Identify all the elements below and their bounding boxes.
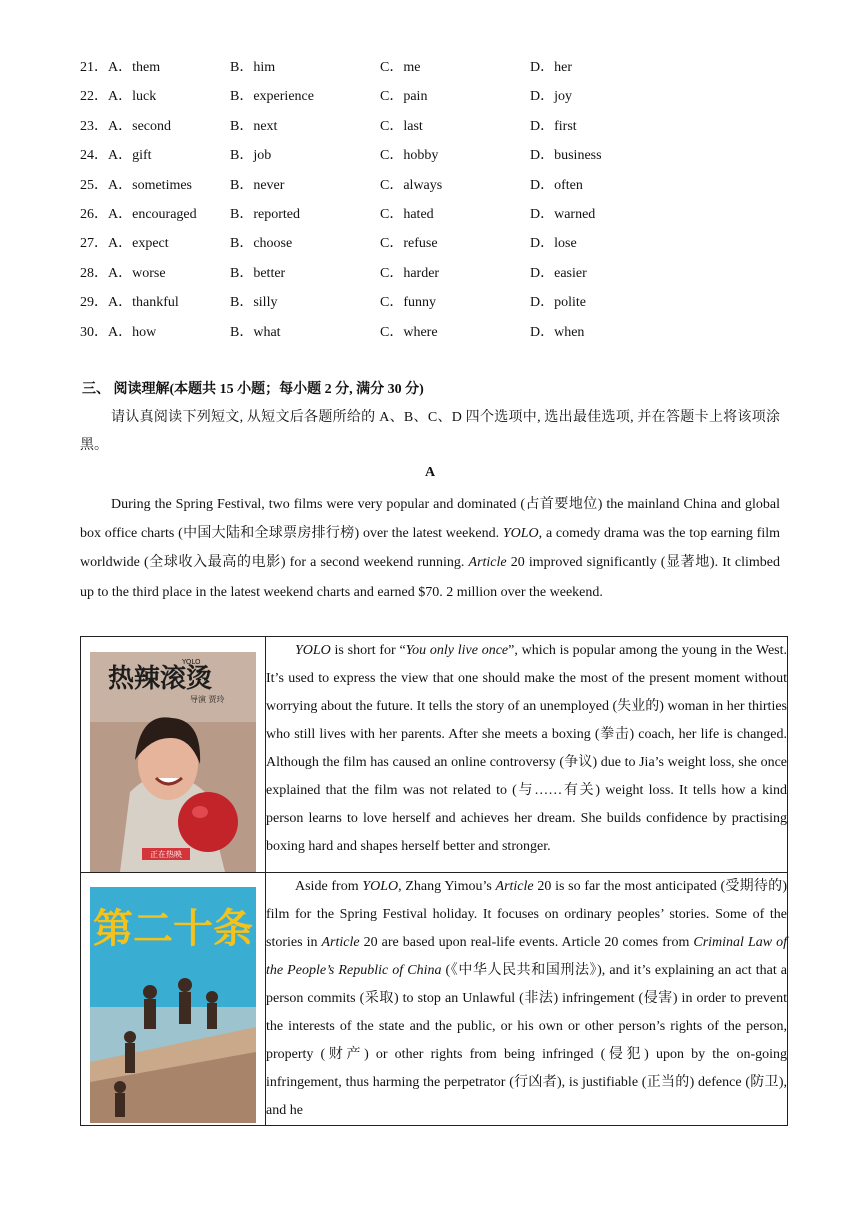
option-c: C．refuse bbox=[380, 236, 438, 252]
option-text: expect bbox=[132, 236, 169, 252]
section-title: 三、 阅读理解(本题共 15 小题；每小题 2 分, 满分 30 分) bbox=[82, 382, 424, 397]
passage-letter: A bbox=[424, 465, 436, 480]
option-text: encouraged bbox=[132, 207, 197, 222]
passage-intro: During the Spring Festival, two films were very popular and dominated (占首要地位) the mainland China and global box office charts (中国大陆和全球票房排行榜) over the latest weekend. YOLO, a comedy drama was the top earning film worldwide (全球收入最高的电影) for a second weekend running. Article 20 improved significantly (显著地). It climbed up to the third place in the latest weekend charts and earned $70. 2 million over the weekend. bbox=[80, 497, 781, 600]
option-d: D．often bbox=[530, 177, 583, 193]
option-b: B．better bbox=[230, 265, 286, 281]
option-a bbox=[80, 86, 156, 108]
yolo-poster-image bbox=[90, 652, 256, 872]
article20-description: Aside from YOLO, Zhang Yimou’s Article 20 is so far the most anticipated (受期待的) film for the Spring Festival holiday. It focuses on ordinary peoples’ stories. Some of the stories in Article 20 are based upon real-life events. Article 20 comes from Criminal Law of the People’s Republic of China (《中华人民共和国刑法》), and it’s explaining an act that a person commits (采取) to stop an Unlawful (非法) infringement (侵害) in order to prevent the interests of the state and the public, or his own or other person’s rights of the person, property (财产) or other rights from being infringed (侵犯) upon by the on-going infringement, thus harming the perpetrator (行凶者), is justifiable (正当的) defence (防卫), and he bbox=[266, 873, 788, 1126]
yolo-poster-title: 热辣滚烫 bbox=[107, 664, 213, 694]
option-c: C．pain bbox=[380, 89, 428, 105]
article20-poster-image bbox=[90, 887, 256, 1123]
question-number: 26．A． bbox=[80, 207, 133, 222]
question-number: 23．A． bbox=[80, 118, 133, 134]
yolo-poster-footer: 正在热映 bbox=[150, 850, 182, 859]
option-text: sometimes bbox=[132, 177, 193, 193]
option-b: B．job bbox=[230, 148, 272, 164]
option-d: D．business bbox=[530, 148, 602, 164]
option-a bbox=[80, 57, 160, 79]
option-c: C．hated bbox=[380, 207, 434, 222]
option-c: C．where bbox=[380, 324, 438, 340]
question-number: 30．A． bbox=[80, 324, 133, 340]
option-b: B．him bbox=[230, 60, 276, 75]
option-b: B．what bbox=[230, 324, 281, 340]
option-b: B．reported bbox=[230, 207, 300, 222]
yolo-poster-small: YOLO bbox=[182, 658, 201, 666]
option-b: B．never bbox=[230, 177, 285, 193]
option-c: C．last bbox=[380, 118, 423, 134]
option-a bbox=[80, 233, 169, 255]
option-text: second bbox=[132, 118, 172, 134]
question-number: 27．A． bbox=[80, 236, 133, 252]
option-b: B．choose bbox=[230, 236, 293, 252]
option-b: B．silly bbox=[230, 295, 278, 311]
option-a bbox=[80, 145, 152, 167]
option-text: worse bbox=[132, 265, 166, 281]
option-text: how bbox=[132, 324, 157, 340]
option-d: D．lose bbox=[530, 236, 577, 252]
question-number: 25．A． bbox=[80, 177, 133, 193]
option-d: D．warned bbox=[530, 207, 596, 222]
poster-cell bbox=[81, 873, 266, 1126]
film-row-article20 bbox=[81, 873, 788, 1126]
question-number: 29．A． bbox=[80, 295, 133, 311]
option-c: C．always bbox=[380, 177, 443, 193]
film-row-yolo bbox=[81, 637, 788, 873]
option-a bbox=[80, 263, 166, 285]
option-d: D．her bbox=[530, 60, 572, 75]
option-text: them bbox=[132, 60, 161, 75]
yolo-poster-credit: 导演 贾玲 bbox=[190, 695, 225, 704]
question-number: 24．A． bbox=[80, 148, 133, 164]
yolo-description: YOLO is short for “You only live once”, which is popular among the young in the West. It’s used to express the view that one should make the most of the present moment without worrying about the future. It tells the story of an unemployed (失业的) woman in her thirties who still lives with her parents. After she meets a boxing (拳击) coach, her life is changed. Although the film has caused an online controversy (争议) due to Jia’s weight loss, she once explained that the film was not related to (与……有关) weight loss. It tells how a kind person learns to love herself and achieves her dream. She builds confidence by practising boxing hard and shapes herself better and stronger. bbox=[266, 637, 788, 873]
option-a bbox=[80, 322, 156, 344]
option-c: C．me bbox=[380, 60, 421, 75]
option-a bbox=[80, 204, 197, 226]
question-number: 28．A． bbox=[80, 265, 133, 281]
section-instruction: 请认真阅读下列短文, 从短文后各题所给的 A、B、C、D 四个选项中, 选出最佳选项, 并在答题卡上将该项涂黑。 bbox=[80, 410, 780, 453]
option-d: D．easier bbox=[530, 265, 587, 281]
option-a bbox=[80, 175, 192, 197]
option-d: D．polite bbox=[530, 295, 586, 311]
option-a bbox=[80, 292, 179, 314]
option-d: D．first bbox=[530, 118, 577, 134]
question-number: 21．A． bbox=[80, 60, 133, 75]
question-number: 22．A． bbox=[80, 89, 133, 105]
option-text: thankful bbox=[132, 295, 179, 311]
option-d: D．joy bbox=[530, 89, 572, 105]
option-d: D．when bbox=[530, 324, 585, 340]
option-b: B．experience bbox=[230, 89, 314, 105]
option-b: B．next bbox=[230, 118, 278, 134]
option-c: C．harder bbox=[380, 265, 440, 281]
option-text: gift bbox=[132, 148, 152, 164]
poster-cell bbox=[81, 637, 266, 873]
article20-poster-title: 第二十条 bbox=[93, 906, 253, 952]
film-table bbox=[80, 636, 788, 1126]
option-c: C．hobby bbox=[380, 148, 439, 164]
option-a bbox=[80, 116, 171, 138]
option-c: C．funny bbox=[380, 295, 436, 311]
option-text: luck bbox=[132, 89, 157, 105]
